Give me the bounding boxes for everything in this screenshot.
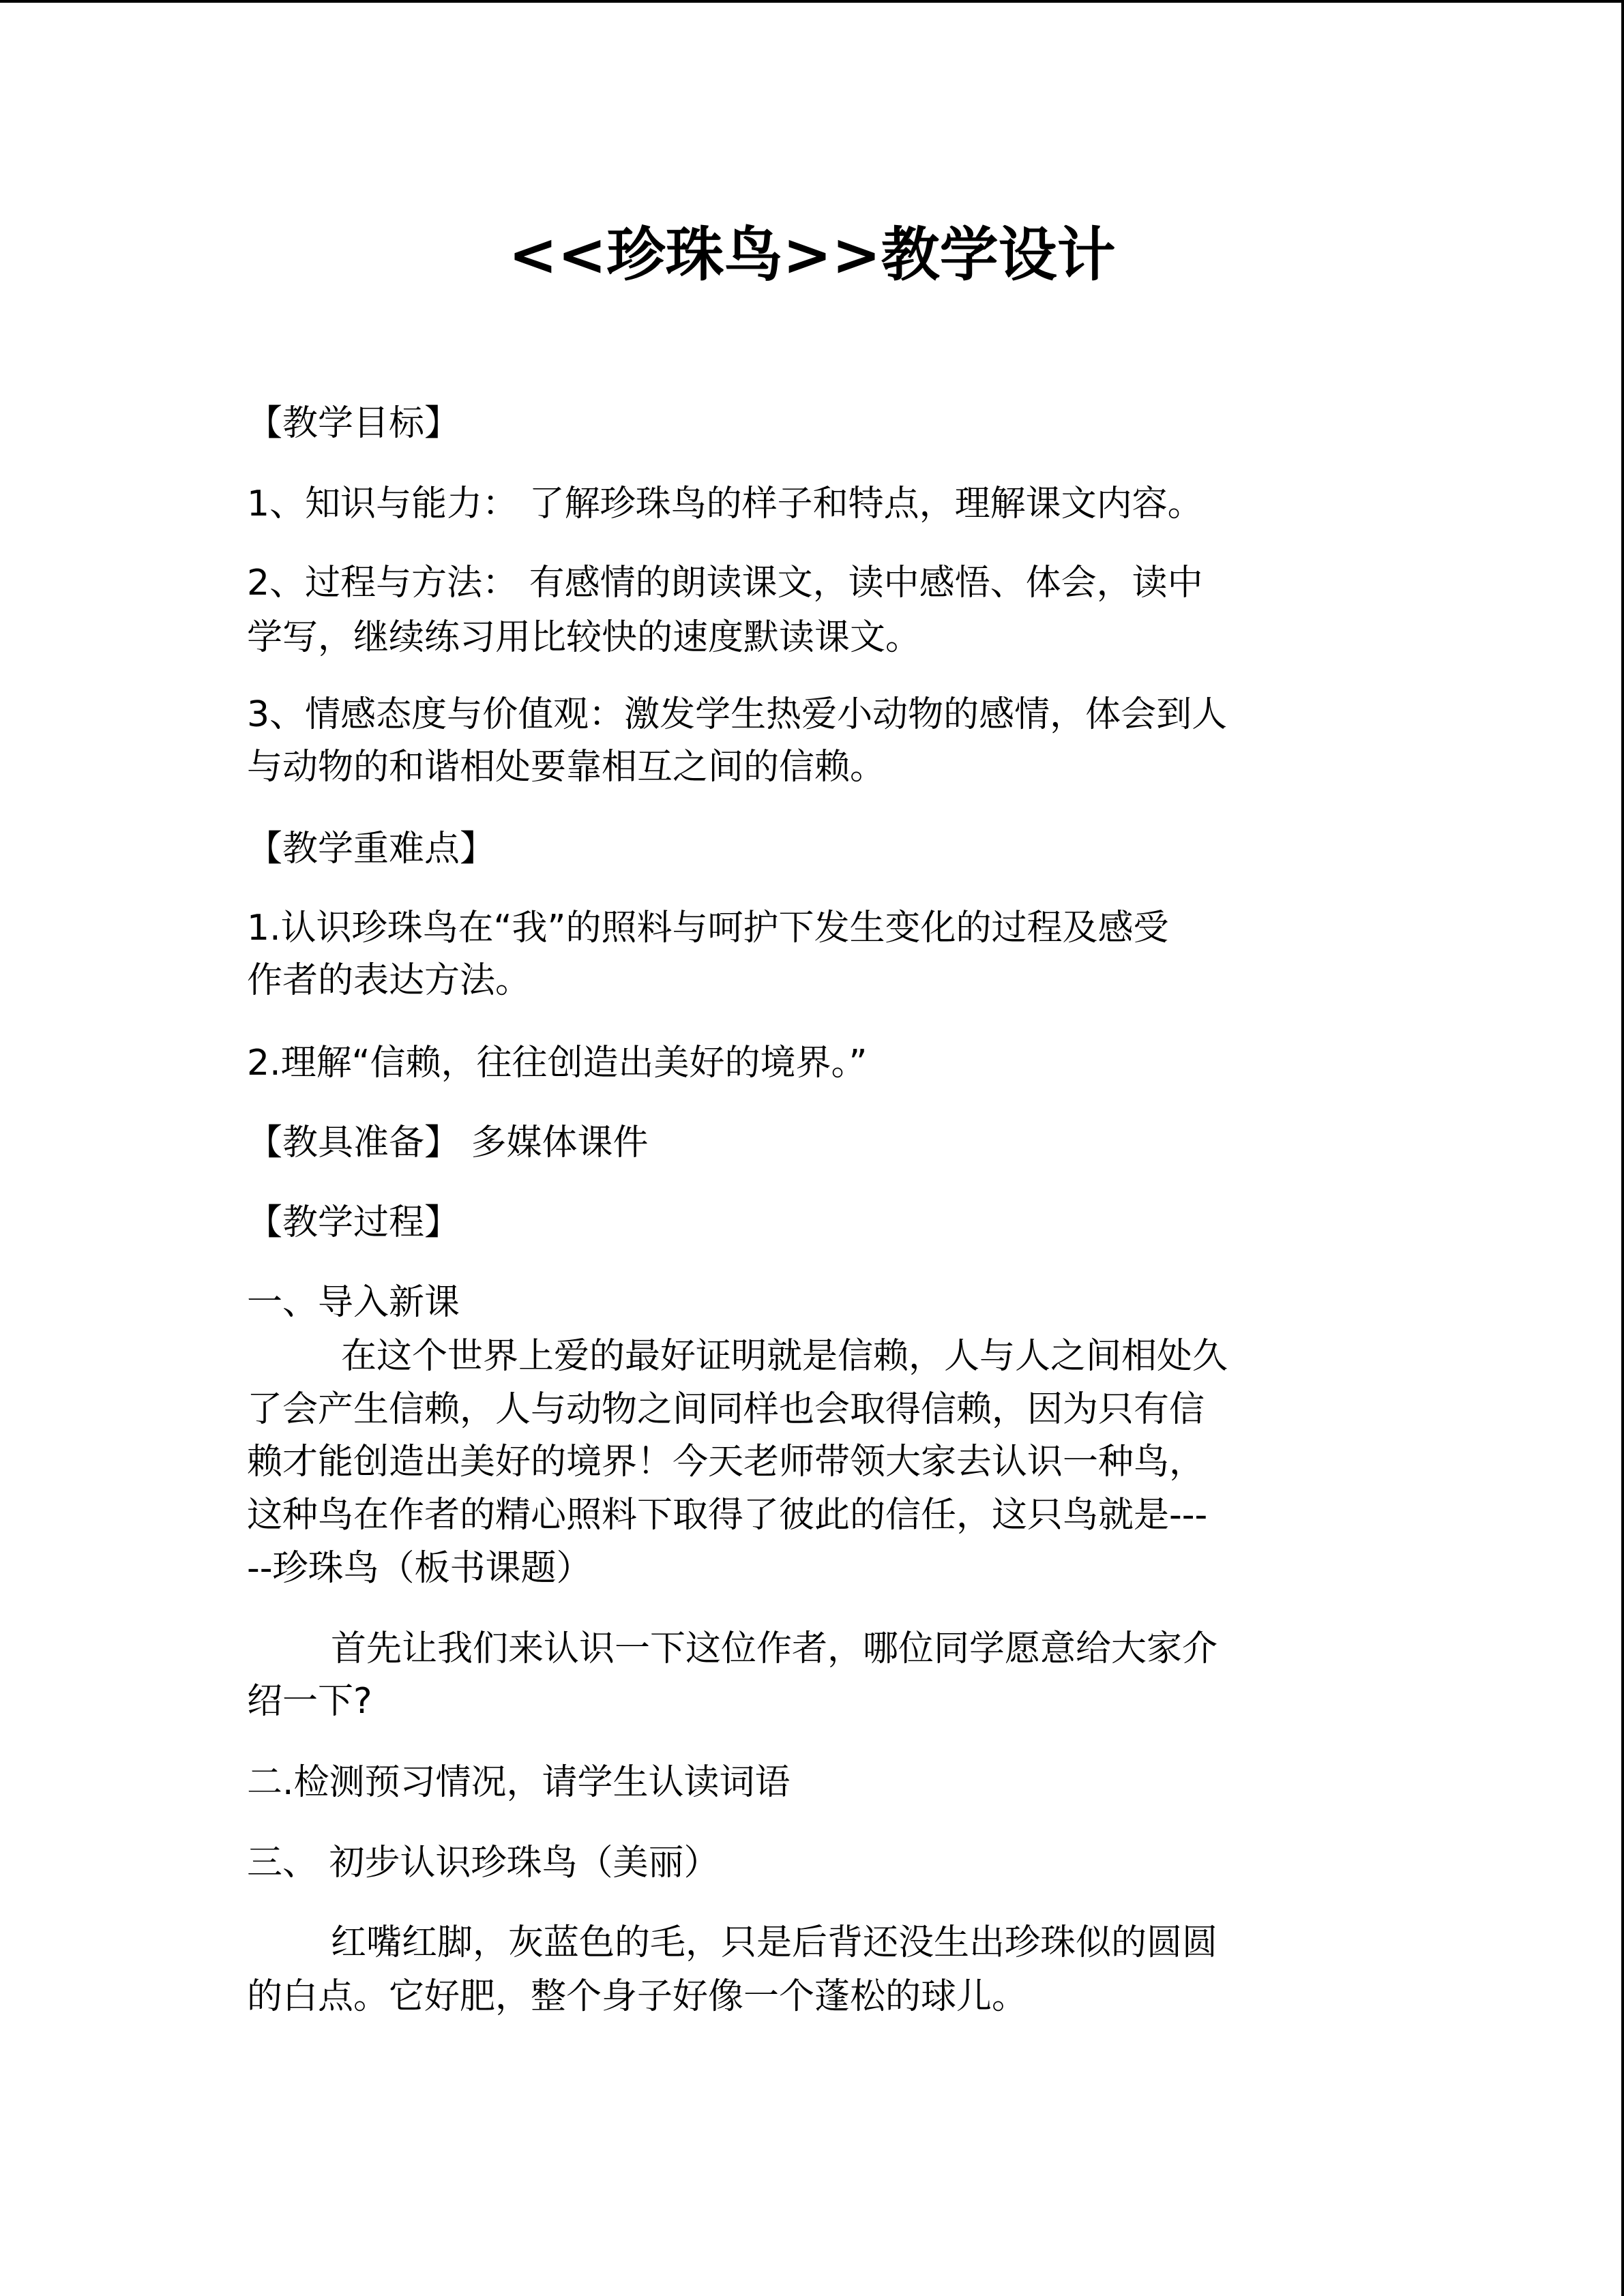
objective-process-continued: 学写，继续练习用比较快的速度默读课文。 (247, 617, 921, 658)
objective-knowledge: 1、知识与能力： 了解珍珠鸟的样子和特点，理解课文内容。 (247, 483, 1203, 524)
objective-emotion-continued: 与动物的和谐相处要靠相互之间的信赖。 (247, 747, 886, 788)
key-point-1-continued: 作者的表达方法。 (247, 960, 531, 1001)
section-heading-process: 【教学过程】 (247, 1202, 460, 1243)
bird-description-line-2: 的白点。它好肥，整个身子好像一个蓬松的球儿。 (247, 1976, 1028, 2017)
section-heading-key-points: 【教学重难点】 (247, 829, 496, 869)
bird-description-line-1: 红嘴红脚，灰蓝色的毛，只是后背还没生出珍珠似的圆圆 (331, 1922, 1218, 1963)
step-2-heading: 二.检测预习情况，请学生认读词语 (247, 1762, 791, 1803)
intro-paragraph-line-4: 这种鸟在作者的精心照料下取得了彼此的信任，这只鸟就是--- (247, 1495, 1208, 1536)
objective-process: 2、过程与方法： 有感情的朗读课文，读中感悟、体会，读中 (247, 563, 1203, 603)
key-point-2: 2.理解“信赖，往往创造出美好的境界。” (247, 1043, 868, 1084)
intro-paragraph-line-1: 在这个世界上爱的最好证明就是信赖，人与人之间相处久 (341, 1336, 1228, 1377)
intro-paragraph-line-3: 赖才能创造出美好的境界！今天老师带领大家去认识一种鸟， (247, 1442, 1205, 1482)
document-title: <<珍珠鸟>>教学设计 (508, 221, 1116, 289)
section-heading-materials: 【教具准备】 多媒体课件 (247, 1122, 649, 1163)
author-question-line-2: 绍一下? (247, 1681, 372, 1722)
intro-paragraph-line-5: --珍珠鸟（板书课题） (247, 1548, 592, 1589)
objective-emotion: 3、情感态度与价值观：激发学生热爱小动物的感情，体会到人 (247, 694, 1228, 735)
intro-paragraph-line-2: 了会产生信赖，人与动物之间同样也会取得信赖，因为只有信 (247, 1389, 1205, 1430)
section-heading-objectives: 【教学目标】 (247, 403, 460, 444)
author-question-line-1: 首先让我们来认识一下这位作者，哪位同学愿意给大家介 (331, 1628, 1218, 1669)
key-point-1: 1.认识珍珠鸟在“我”的照料与呵护下发生变化的过程及感受 (247, 908, 1169, 949)
step-3-heading: 三、 初步认识珍珠鸟（美丽） (247, 1843, 720, 1883)
step-1-heading: 一、导入新课 (247, 1282, 460, 1323)
